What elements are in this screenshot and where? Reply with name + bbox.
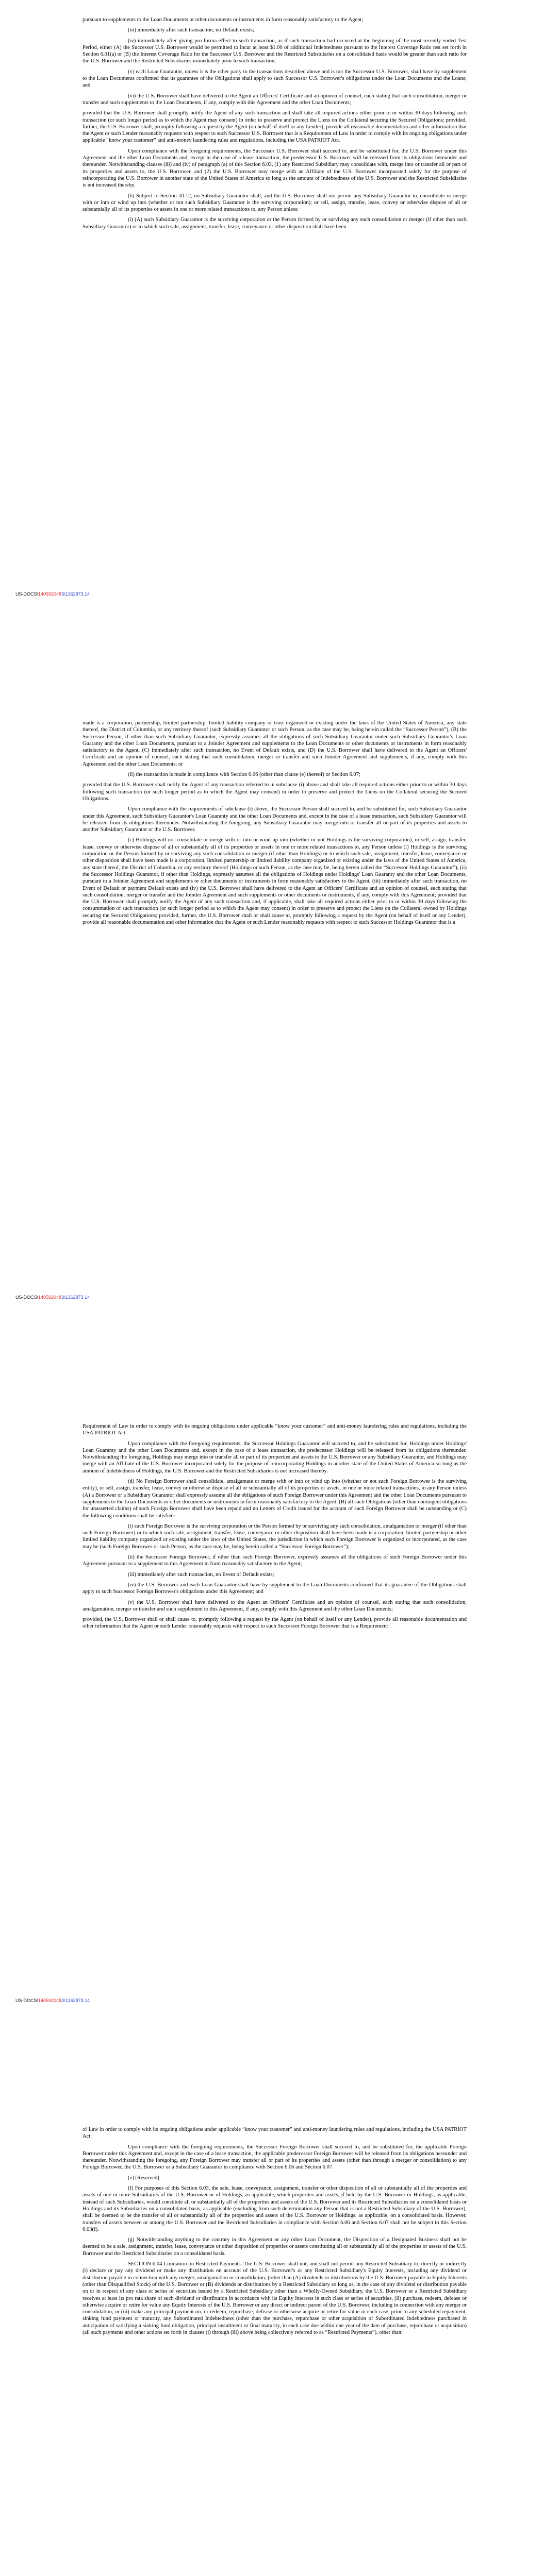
paragraph: Requirement of Law in order to comply with its ongoing obligations under applicable “know your customer” and anti-money laundering rules and regulations, including the USA PATRIOT Act.: [83, 1423, 467, 1436]
paragraph: made is a corporation, partnership, limited partnership, limited liability company or trust organized or existing under the laws of the United States of America, any state thereof, the District of Columbia, or any territory thereof (such Subsidiary Guarantor or such Person, as the case may be, being herein called the “Successor Person”), (B) the Successor Person, if other than such Subsidiary Guarantor, expressly assumes all the obligations of such Subsidiary Guarantor under such Subsidiary Guarantor's Loan Guaranty and the other Loan Documents, pursuant to a Joinder Agreement and supplements to the Loan Documents or other documents or instruments in form reasonably satisfactory to the Agent, (C) immediately after such transaction, no Event of Default exists, and (D) the U.S. Borrower shall have delivered to the Agent an Officers' Certificate and an opinion of counsel, each stating that such consolidation, merger or transfer and such Joinder Agreement and supplements, if any, comply with this Agreement and the other Loan Documents; or: [83, 720, 467, 767]
paragraph: Upon compliance with the foregoing requirements, the Successor Foreign Borrower shall succeed to, and be substituted for, the applicable Foreign Borrower under this Agreement and, except in the case of a lease transaction, the applicable predecessor Foreign Borrower will be released from its obligations hereunder and thereunder. Notwithstanding the foregoing, any Foreign Borrower may transfer all or part of its properties and assets (other than through a merger or consolidation) to any Foreign Borrower, the U.S. Borrower or a Subsidiary Guarantor in compliance with Section 6.06 and Section 6.07.: [83, 2144, 467, 2171]
doc-footer: US-DOCS\1405920483\1362873.14: [15, 591, 90, 597]
page-3-body: [83, 1423, 467, 1634]
paragraph: pursuant to supplements to the Loan Documents or other documents or instruments in form reasonably satisfactory to the Agent;: [83, 17, 364, 23]
paragraph: Upon compliance with the foregoing requirements, the Successor Holdings Guarantor will succeed to, and be substituted for, Holdings under Holdings' Loan Guaranty and the other Loan Documents and, except in the case of a lease transaction, the predecessor Holdings will be released from its obligations thereunder. Notwithstanding the foregoing, Holdings may merge into or transfer all or part of its properties and assets to the U.S. Borrower or any Subsidiary Guarantor, and Holdings may merge with an Affiliate of the U.S. Borrower incorporated solely for the purpose of reincorporating Holdings in another state of the United States of America so long as the amount of Indebtedness of Holdings, the U.S. Borrower and the Restricted Subsidiaries is not increased thereby.: [83, 1440, 467, 1474]
paragraph: provided, the U.S. Borrower shall or shall cause to, promptly following a request by the Agent (on behalf of itself or any Lender), provide all reasonable documentation and other information that the Agent or such Lender reasonably requests with respect to such Successor Foreign Borrower that is a Requirement: [83, 1617, 467, 1630]
paragraph: provided that the U.S. Borrower shall promptly notify the Agent of any such transaction and shall take all required actions either prior to or within 30 days following such transaction (or such longer period as to which the Agent may consent) in order to preserve and protect the Liens on the Collateral securing the Secured Obligations; provided, further, the U.S. Borrower shall, promptly following a request by the Agent (on behalf of itself or any Lender), provide all reasonable documentation and other information that the Agent or such Lender reasonably requests with respect to such Successor U.S. Borrower that is a Requirement of Law in order to comply with its ongoing obligations under applicable “know your customer” and anti-money laundering rules and regulations, including the USA PATRIOT Act.: [83, 110, 467, 144]
paragraph: (d) No Foreign Borrower shall consolidate, amalgamate or merge with or into or wind up into (whether or not such Foreign Borrower is the surviving entity), or sell, assign, transfer, lease, convey or otherwise dispose of all or substantially all of its properties or assets, in one or more related transactions, to any Person unless (A) a Borrower or a Subsidiary Guarantor shall expressly assume all the obligations of such Foreign Borrower under this Agreement and the other Loan Documents pursuant to supplements to the Loan Documents or other documents or instruments in form reasonably satisfactory to the Agent, (B) all such Obligations (other than contingent obligations for unasserted claims) of such Foreign Borrower shall have been repaid and no Letters of Credit issued for the account of such Foreign Borrower shall be outstanding or (C) the following conditions shall be satisfied:: [83, 1479, 467, 1519]
paragraph: of Law in order to comply with its ongoing obligations under applicable “know your customer” and anti-money laundering rules and regulations, including the USA PATRIOT Act.: [83, 2127, 467, 2140]
page-4-body: [83, 2126, 467, 2340]
paragraph: SECTION 6.04 Limitation on Restricted Payments. The U.S. Borrower shall not, and shall not permit any Restricted Subsidiary to, directly or indirectly (i) declare or pay any dividend or make any distribution on account of the U.S. Borrower's or any Restricted Subsidiary's Equity Interests, including any dividend or distribution payable in connection with any merger, amalgamation or consolidation, (other than (A) dividends or distributions by the U.S. Borrower payable in Equity Interests (other than Disqualified Stock) of the U.S. Borrower or (B) dividends or distributions by a Restricted Subsidiary so long as, in the case of any dividend or distribution payable on or in respect of any class or series of securities issued by a Restricted Subsidiary other than a Wholly-Owned Subsidiary, the U.S. Borrower or a Restricted Subsidiary receives at least its pro rata share of such dividend or distribution in accordance with its Equity Interests in such class or series of securities, (ii) purchase, redeem, defease or otherwise acquire or retire for value any Equity Interests of the U.S. Borrower or any direct or indirect parent of the U.S. Borrower, including in connection with any merger or consolidation, or (iii) make any principal payment on, or redeem, repurchase, defease or otherwise acquire or retire for value in each case, prior to any scheduled repayment, sinking fund payment or maturity, any Subordinated Indebtedness (other than the purchase, repurchase or other acquisition of Subordinated Indebtedness purchased in anticipation of satisfying a sinking fund obligation, principal installment or final maturity, in each case due within one year of the date of purchase, repurchase or acquisition) (all such payments and other actions set forth in clauses (i) through (iii) above being collectively referred to as “Restricted Payments”), other than:: [83, 2261, 467, 2336]
paragraph: (c) Holdings will not consolidate or merge with or into or wind up into (whether or not Holdings is the surviving corporation), or sell, assign, transfer, lease, convey or otherwise dispose of all or substantially all of its properties or assets in one or more related transactions to, any Person unless (i) Holdings is the surviving corporation or the Person formed by or surviving any such consolidation or merger (if other than Holdings) or to which such sale, assignment, transfer, lease, conveyance or other disposition shall have been made is a corporation, limited partnership or limited liability company organized or existing under the laws of the United States of America, any state thereof, the District of Columbia, or any territory thereof (Holdings or such Person, as the case may be, being herein called the “Successor Holdings Guarantor”), (ii) the Successor Holdings Guarantor, if other than Holdings, expressly assumes all the obligations of Holdings under Holdings' Loan Guaranty and the other Loan Documents, pursuant to a Joinder Agreement and supplements or other documents or instruments in form reasonably satisfactory to the Agent, (iii) immediately after such transaction, no Event of Default or payment Default exists and (iv) the U.S. Borrower shall have delivered to the Agent an Officers' Certificate and an opinion of counsel, each stating that such consolidation, merger or transfer and the Joinder Agreement and such supplements or other documents or instruments, if any, comply with this Agreement; provided that the U.S. Borrower shall promptly notify the Agent of any such transaction and, if applicable, shall take all required actions either prior to or within 30 days following the consummation of such transaction (or such longer period as to which the Agent may consent) in order to preserve and protect the Liens on the Collateral owned by Holdings securing the Secured Obligations; provided, further, the U.S. Borrower shall or shall cause to, promptly following a request by the Agent (on behalf of itself or any Lender), provide all reasonable documentation and other information that the Agent or such Lender reasonably requests with respect to such Successor Holdings Guarantor that is a: [83, 837, 467, 926]
paragraph: (iv) immediately after giving pro forma effect to such transaction, as if such transaction had occurred at the beginning of the most recently ended Test Period, either (A) the Successor U.S. Borrower would be permitted to incur at least $1.00 of additional Indebtedness pursuant to the Interest Coverage Ratio test set forth in Section 6.01(a) or (B) the Interest Coverage Ratio for the Successor U.S. Borrower and the Restricted Subsidiaries on a consolidated basis would be greater than such ratio for the U.S. Borrower and the Restricted Subsidiaries immediately prior to such transaction;: [83, 38, 467, 64]
paragraph: (iii) immediately after such transaction, no Default exists;: [128, 27, 254, 33]
page-2-body: [83, 720, 467, 929]
doc-footer: US-DOCS\1405920483\1362873.14: [15, 1295, 90, 1300]
paragraph: Upon compliance with the foregoing requirements, the Successor U.S. Borrower shall succeed to, and be substituted for, the U.S. Borrower under this Agreement and the other Loan Documents and, except in the case of a lease transaction, the predecessor U.S. Borrower will be released from its obligations hereunder and thereunder. Notwithstanding clauses (iii) and (iv) of paragraph (a) of this Section 6.03, (1) any Restricted Subsidiary may consolidate with, merge into or transfer all or part of its properties and assets to, the U.S. Borrower, and (2) the U.S. Borrower may merge with an Affiliate of the U.S. Borrower incorporated solely for the purpose of reincorporating the U.S. Borrower in another state of the United States of America so long as the amount of Indebtedness of the U.S. Borrower and the Restricted Subsidiaries is not increased thereby.: [83, 148, 467, 189]
paragraph: (ii) the Successor Foreign Borrower, if other than such Foreign Borrower, expressly assumes all the obligations of such Foreign Borrower under this Agreement pursuant to a supplement to this Agreement in form reasonably satisfactory to the Agent;: [83, 1554, 467, 1567]
paragraph: (e) [Reserved].: [128, 2175, 161, 2181]
paragraph: (b) Subject to Section 10.12, no Subsidiary Guarantor shall, and the U.S. Borrower shall not permit any Subsidiary Guarantor to, consolidate or merge with or into or wind up into (whether or not such Subsidiary Guarantor is the surviving corporation); or sell, assign, transfer, lease, convey or otherwise dispose of all or substantially all of its properties or assets in one or more related transactions to, any Person unless:: [83, 193, 467, 213]
paragraph: (vi) the U.S. Borrower shall have delivered to the Agent an Officers' Certificate and an opinion of counsel, each stating that such consolidation, merger or transfer and such supplements to the Loan Documents, if any, comply with this Agreement and the other Loan Documents;: [83, 93, 467, 106]
paragraph: (v) each Loan Guarantor, unless it is the other party to the transactions described above and is not the Successor U.S. Borrower, shall have by supplement to the Loan Documents confirmed that its guarantee of the Obligations shall apply to such Successor U.S. Borrower's obligations under the Loan Documents and the Loans; and: [83, 69, 467, 89]
paragraph: Upon compliance with the requirements of subclause (i) above, the Successor Person shall succeed to, and be substituted for, such Subsidiary Guarantor under this Agreement, such Subsidiary Guarantor's Loan Guaranty and the other Loan Documents and, except in the case of a lease transaction, such Subsidiary Guarantor will be released from its obligations thereunder. Notwithstanding the foregoing, any Subsidiary Guarantor may merge into or transfer all or part of its properties and assets to another Subsidiary Guarantor or the U.S. Borrower.: [83, 806, 467, 833]
paragraph: (f) For purposes of this Section 6.03, the sale, lease, conveyance, assignment, transfer or other disposition of all or substantially all of the properties and assets of one or more Subsidiaries of the U.S. Borrower or of Holdings, as applicable, which properties and assets, if held by the U.S. Borrower or Holdings, as applicable, instead of such Subsidiaries, would constitute all or substantially all of the properties and assets of the U.S. Borrower and its Restricted Subsidiaries on a consolidated basis or Holdings and its Subsidiaries on a consolidated basis, as applicable (excluding from such determination any Person that is not a Restricted Subsidiary of the U.S. Borrower), shall be deemed to be the transfer of all or substantially all of the properties and assets of the U.S. Borrower or Holdings, as applicable, on a consolidated basis. However, transfers of assets between or among the U.S. Borrower and the Restricted Subsidiaries in compliance with Section 6.06 and Section 6.07 shall not be subject to this Section 6.03(f).: [83, 2185, 467, 2232]
paragraph: (i) (A) such Subsidiary Guarantor is the surviving corporation or the Person formed by or surviving any such consolidation or merger (if other than such Subsidiary Guarantor) or to which such sale, assignment, transfer, lease, conveyance or other disposition shall have been: [83, 217, 467, 230]
paragraph: (iii) immediately after such transaction, no Event of Default exists;: [128, 1571, 274, 1578]
page-1-body: [83, 16, 467, 234]
paragraph: (v) the U.S. Borrower shall have delivered to the Agent an Officers' Certificate and an opinion of counsel, each stating that such consolidation, amalgamation, merger or transfer and such supplement to this Agreement, if any, comply with this Agreement and the other Loan Documents;: [83, 1599, 467, 1612]
doc-footer: US-DOCS\1405920483\1362873.14: [15, 1998, 90, 2003]
paragraph: (iv) the U.S. Borrower and each Loan Guarantor shall have by supplement to the Loan Documents confirmed that its guarantee of the Obligations shall apply to such Successor Foreign Borrower's obligations under this Agreement; and: [83, 1582, 467, 1595]
paragraph: (i) such Foreign Borrower is the surviving corporation or the Person formed by or surviving any such consolidation, amalgamation or merger (if other than such Foreign Borrower) or to which such sale, assignment, transfer, lease, conveyance or other disposition shall have been made is a corporation, limited partnership or other limited liability company organized or existing under the laws of the United States, the jurisdiction in which such Foreign Borrower is organized or incorporated, as the case may be (such Foreign Borrower or such Person, as the case may be, being herein called a “Successor Foreign Borrower”);: [83, 1523, 467, 1550]
paragraph: (ii) the transaction is made in compliance with Section 6.06 (other than clause (e) thereof) or Section 6.07;: [128, 772, 360, 778]
paragraph: provided that the U.S. Borrower shall notify the Agent of any transaction referred to in subclause (i) above and shall take all required actions either prior to or within 30 days following such transaction (or such longer period as to which the Agent may consent) in order to preserve and protect the Liens on the Collateral securing the Secured Obligations.: [83, 782, 467, 802]
paragraph: (g) Notwithstanding anything to the contrary in this Agreement or any other Loan Document, the Disposition of a Designated Business shall not be deemed to be a sale, assignment, transfer, lease, conveyance or other disposition of properties or assets constituting all or substantially all of the properties or assets of the U.S. Borrower and the Restricted Subsidiaries on a consolidated basis.: [83, 2237, 467, 2257]
